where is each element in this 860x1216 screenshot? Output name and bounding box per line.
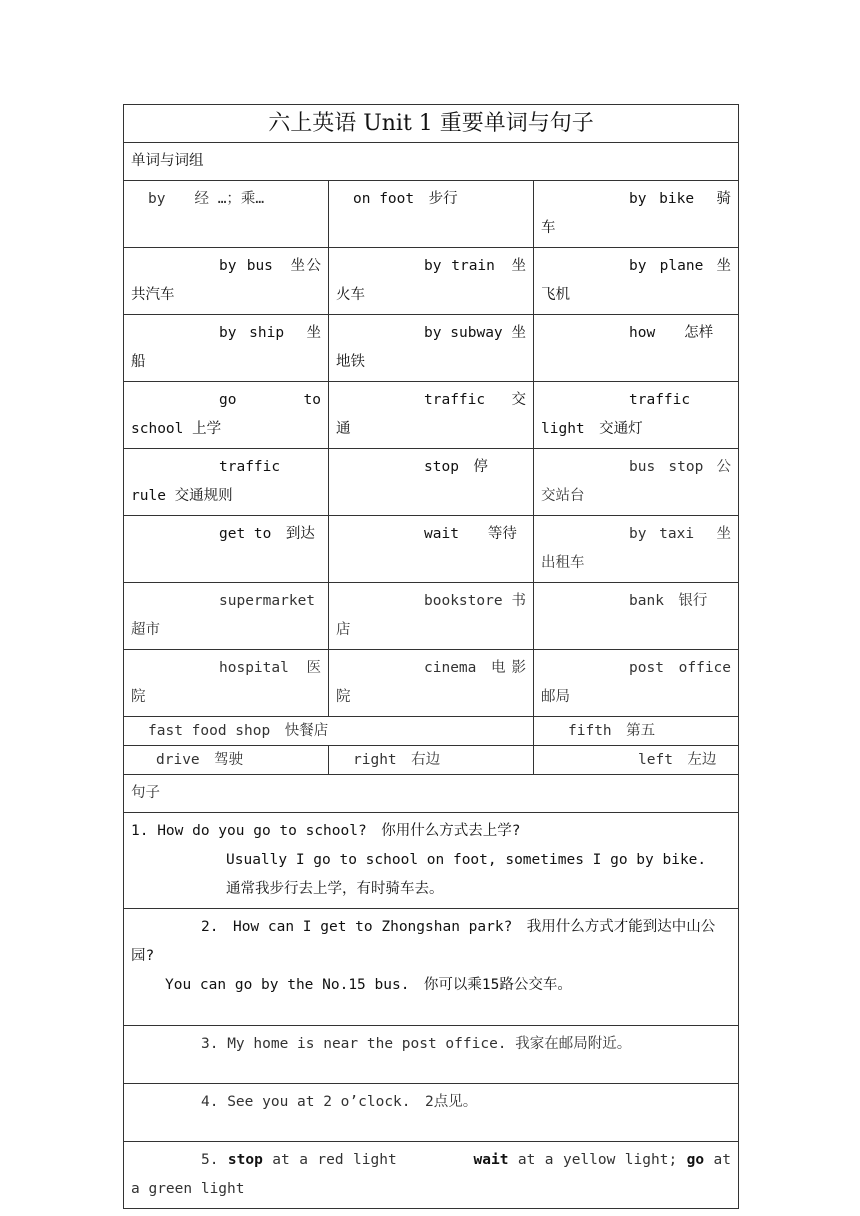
sentence-5-text-3: at a green light [131,1152,732,1197]
vocab-cell: on foot 步行 [329,181,534,248]
sentence-section-header: 句子 [124,775,739,813]
vocab-cell: drive 驾驶 [124,746,329,775]
vocab-cell: fifth 第五 [534,717,739,746]
vocab-cell: bookstore 书店 [329,583,534,650]
vocab-cell: wait 等待 [329,516,534,583]
vocab-section-header: 单词与词组 [124,143,739,181]
vocab-cell: how 怎样 [534,315,739,382]
sentence-2-question: 2. How can I get to Zhongshan park? 我用什么方式才能到达中山公园? [131,919,716,964]
sentence-5-text-2: at a yellow light; [508,1152,687,1168]
vocab-cell: right 右边 [329,746,534,775]
sentence-1-answer-en: Usually I go to school on foot, sometimes I go by bike. [226,852,707,868]
vocab-cell: by bus 坐公共汽车 [124,248,329,315]
vocab-cell: traffic 交通 [329,382,534,449]
vocab-cell: by taxi 坐出租车 [534,516,739,583]
vocab-cell: supermarket 超市 [124,583,329,650]
sentence-5-number: 5. [201,1152,228,1168]
vocab-cell: traffic light 交通灯 [534,382,739,449]
vocab-sentence-table [123,104,739,1209]
vocab-cell: left 左边 [534,746,739,775]
vocab-cell: post office 邮局 [534,650,739,717]
vocab-cell: traffic rule 交通规则 [124,449,329,516]
vocab-cell: by 经 …；乘… [124,181,329,248]
vocab-cell: hospital 医院 [124,650,329,717]
stop-keyword: stop [227,1152,263,1168]
vocab-cell: by train 坐火车 [329,248,534,315]
vocab-cell: by subway 坐地铁 [329,315,534,382]
sentence-1-answer-zh: 通常我步行去上学，有时骑车去。 [226,881,444,897]
vocab-cell: cinema 电影院 [329,650,534,717]
vocab-cell: by bike 骑车 [534,181,739,248]
go-keyword: go [686,1152,705,1168]
sentence-2 [124,909,739,1026]
sentence-1-question: 1. How do you go to school? 你用什么方式去上学? [131,823,521,839]
vocab-cell: bus stop 公交站台 [534,449,739,516]
document-title: 六上英语 Unit 1 重要单词与句子 [124,105,739,143]
vocab-cell: by ship 坐船 [124,315,329,382]
vocab-cell: fast food shop 快餐店 [124,717,534,746]
vocab-cell: stop 停 [329,449,534,516]
sentence-5-text-1: at a red light [262,1152,474,1168]
sentence-5 [124,1142,739,1209]
wait-keyword: wait [473,1152,509,1168]
sentence-2-answer: You can go by the No.15 bus. 你可以乘15路公交车。 [165,977,572,993]
sentence-1 [124,813,739,909]
vocab-cell: by plane 坐飞机 [534,248,739,315]
sentence-4: 4. See you at 2 o’clock. 2点见。 [124,1084,739,1142]
vocab-cell: bank 银行 [534,583,739,650]
vocab-cell: go to school 上学 [124,382,329,449]
sentence-3: 3. My home is near the post office. 我家在邮局附近。 [124,1026,739,1084]
vocab-cell: get to 到达 [124,516,329,583]
